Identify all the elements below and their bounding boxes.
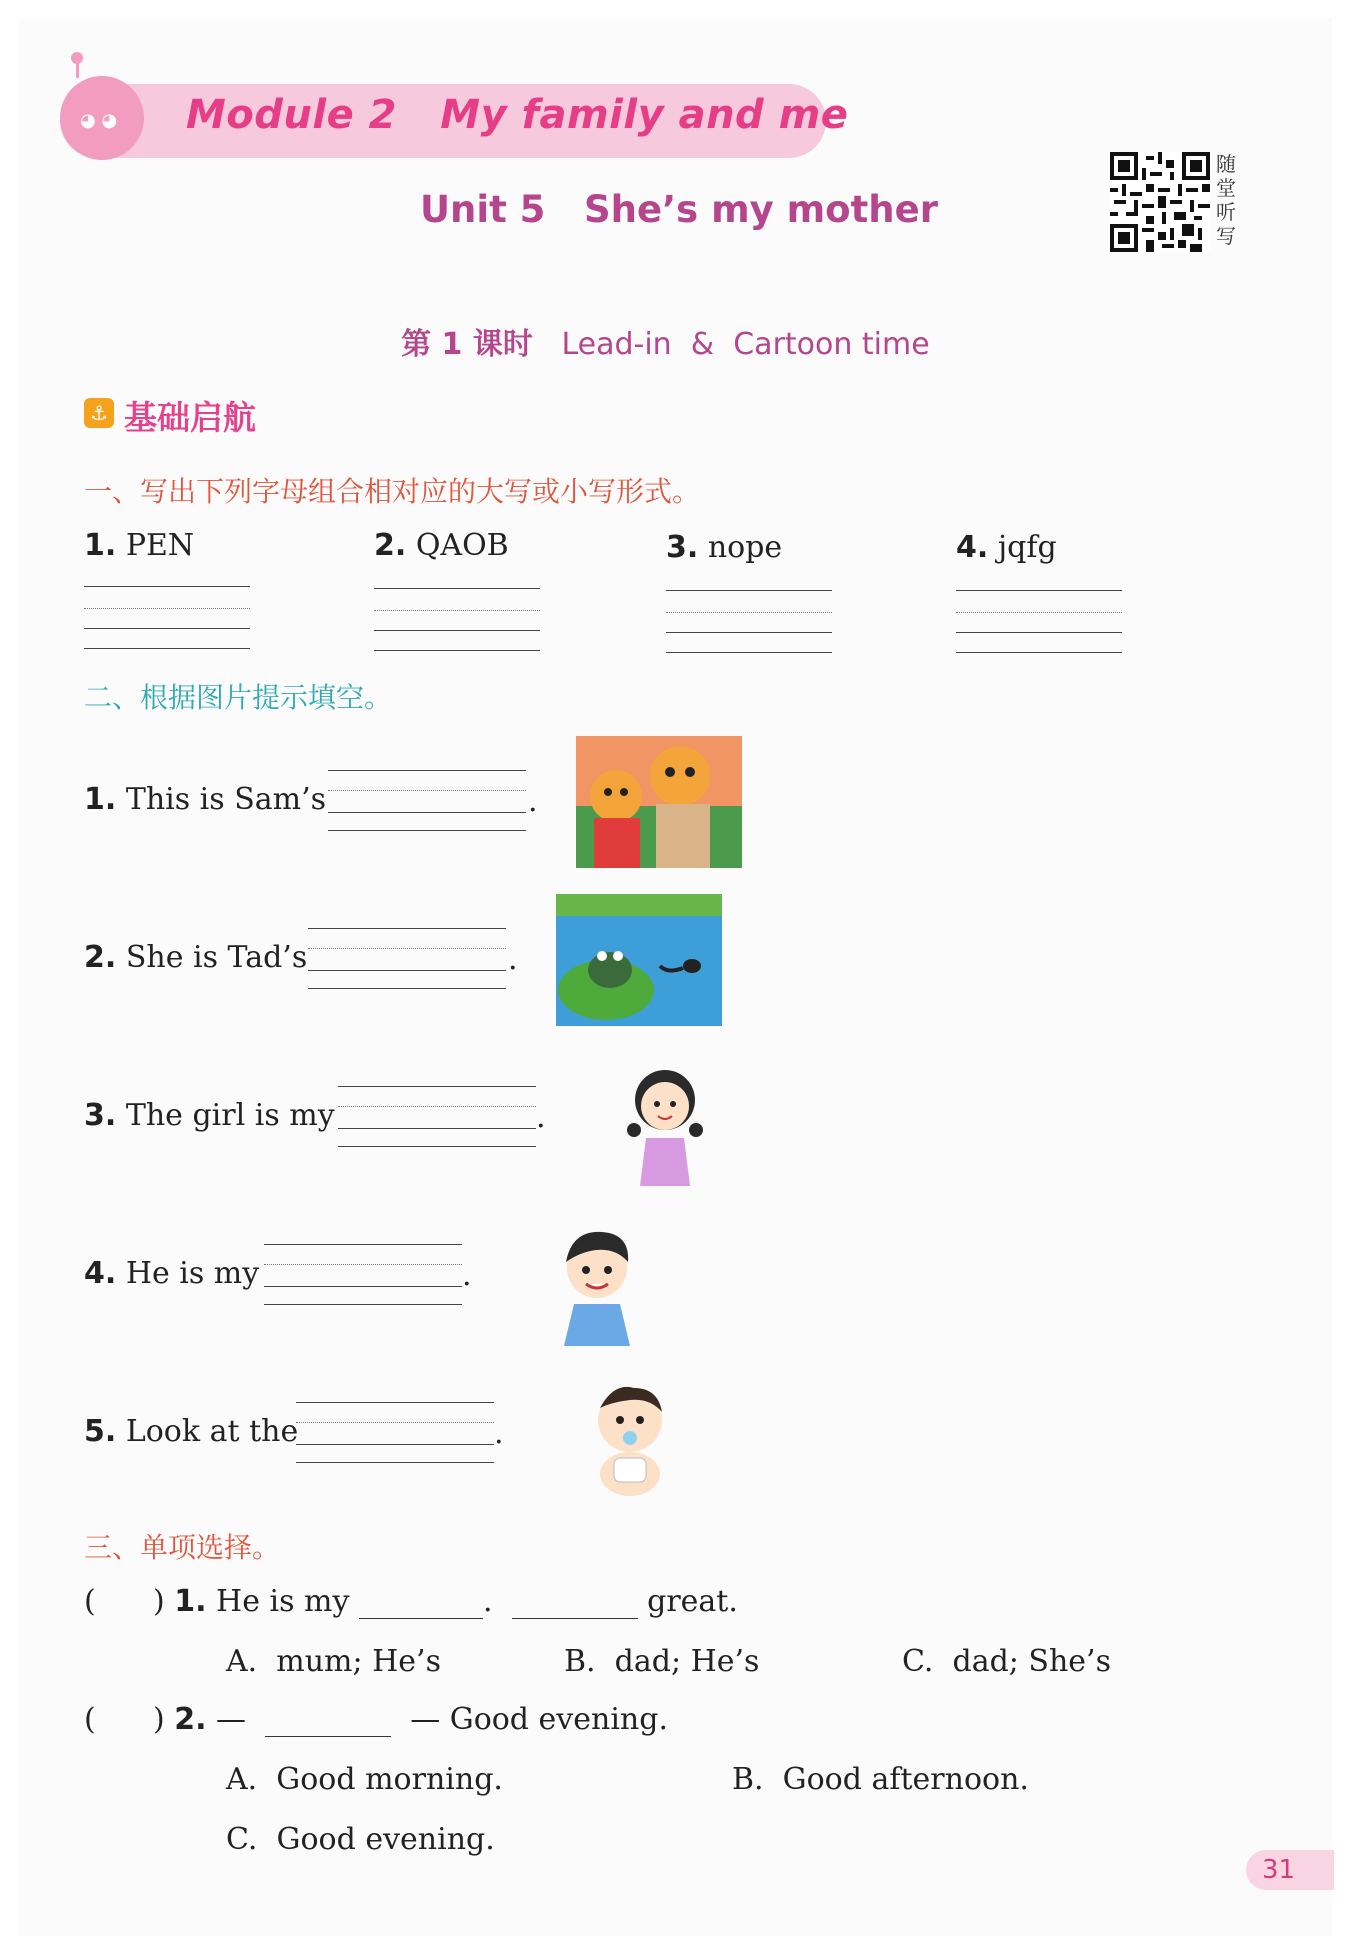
q2-blank[interactable]: [265, 1708, 391, 1737]
part2-item-5: 5. Look at the: [84, 1414, 299, 1449]
fill-blank-5[interactable]: [296, 1402, 494, 1464]
period: .: [536, 1100, 546, 1135]
lesson-number: 第 1 课时: [401, 327, 533, 362]
mascot-antenna-tip: [71, 52, 83, 64]
part1-item-3: 3. nope: [666, 530, 783, 565]
lesson-title: [382, 284, 930, 363]
q1-option-c[interactable]: C. dad; She’s: [902, 1644, 1111, 1679]
q2-option-b[interactable]: B. Good afternoon.: [732, 1762, 1029, 1797]
answer-lines-4[interactable]: [956, 590, 1122, 654]
anchor-icon: ⚓: [84, 398, 114, 428]
fill-blank-2[interactable]: [308, 928, 506, 990]
part3-instruction: 三、单项选择。: [84, 1531, 281, 1564]
answer-lines-2[interactable]: [374, 588, 540, 652]
part1-instruction: 一、写出下列字母组合相对应的大写或小写形式。: [84, 475, 701, 508]
question-2-stem: ( ) 2. — — Good evening.: [84, 1702, 668, 1737]
answer-lines-1[interactable]: [84, 586, 250, 650]
mascot-icon: ◕ ◕: [60, 76, 144, 160]
section-title: 基础启航: [124, 398, 256, 437]
module-title: Module 2 My family and me: [186, 92, 849, 138]
fill-blank-4[interactable]: [264, 1244, 462, 1306]
part1-item-1: 1. PEN: [84, 528, 195, 563]
q2-option-c[interactable]: C. Good evening.: [226, 1822, 495, 1857]
part2-instruction: 二、根据图片提示填空。: [84, 681, 393, 714]
boy-picture: [552, 1222, 642, 1346]
unit-title: Unit 5 She’s my mother: [420, 188, 938, 231]
answer-lines-3[interactable]: [666, 590, 832, 654]
frog-tadpole-picture: [556, 894, 722, 1026]
qr-code-icon[interactable]: [1110, 152, 1210, 252]
part2-item-3: 3. The girl is my: [84, 1098, 335, 1133]
period: .: [494, 1416, 504, 1451]
part1-item-2: 2. QAOB: [374, 528, 509, 563]
cat-family-picture: [576, 736, 742, 868]
period: .: [462, 1258, 472, 1293]
q2-option-a[interactable]: A. Good morning.: [226, 1762, 503, 1797]
period: .: [508, 942, 518, 977]
part2-item-1: 1. This is Sam’s: [84, 782, 327, 817]
question-1-stem: ( ) 1. He is my . great.: [84, 1584, 738, 1619]
q1-option-b[interactable]: B. dad; He’s: [564, 1644, 760, 1679]
period: .: [528, 784, 538, 819]
part2-item-2: 2. She is Tad’s: [84, 940, 308, 975]
qr-label: 随堂听写: [1216, 152, 1236, 248]
baby-picture: [584, 1378, 676, 1500]
q1-blank-2[interactable]: [512, 1590, 638, 1619]
page-number: 31: [1246, 1850, 1334, 1890]
part1-item-4: 4. jqfg: [956, 530, 1057, 565]
lesson-topic: Lead-in & Cartoon time: [561, 327, 930, 362]
q1-blank-1[interactable]: [359, 1590, 483, 1619]
q1-option-a[interactable]: A. mum; He’s: [226, 1644, 441, 1679]
fill-blank-1[interactable]: [328, 770, 526, 832]
girl-picture: [622, 1064, 708, 1186]
part2-item-4: 4. He is my: [84, 1256, 260, 1291]
fill-blank-3[interactable]: [338, 1086, 536, 1148]
